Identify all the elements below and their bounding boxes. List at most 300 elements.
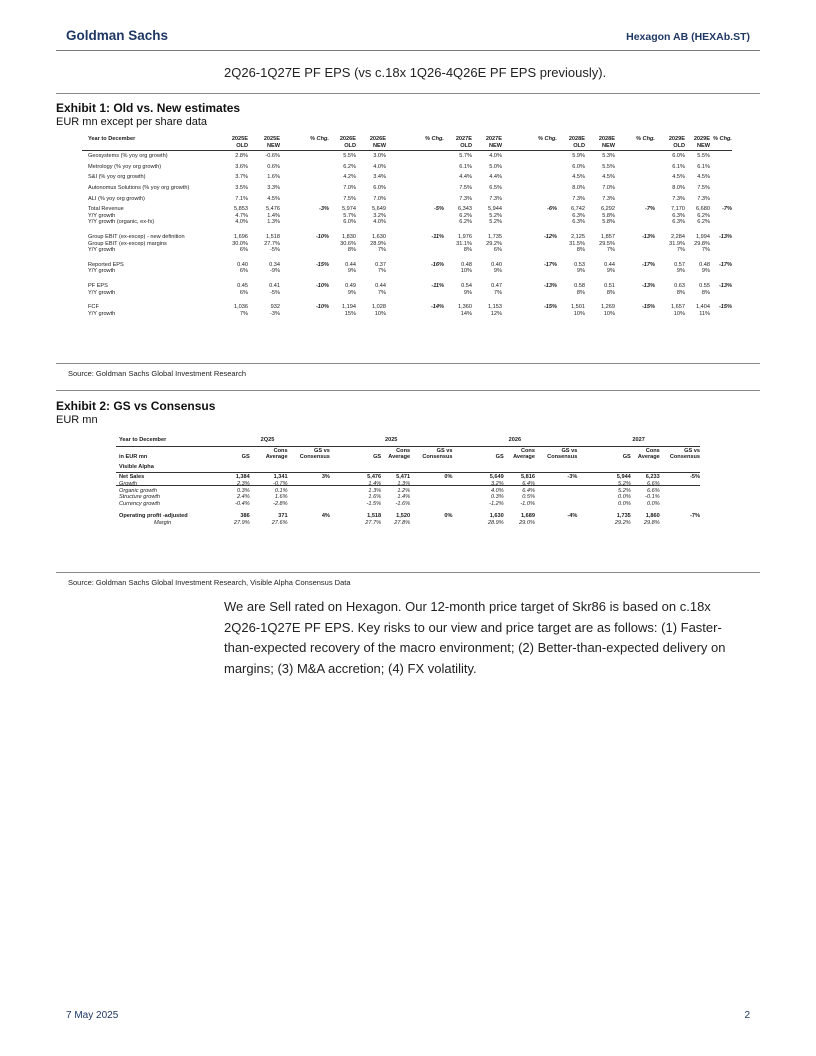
- row-label: PF EPS: [88, 282, 108, 289]
- row-label: Currency growth: [119, 500, 161, 507]
- value-cell: 30.0%: [232, 240, 248, 247]
- spacer-row: [82, 226, 732, 234]
- subhead-cell: GS: [495, 454, 504, 461]
- value-cell: 3.3%: [267, 184, 280, 191]
- value-cell: 7.5%: [343, 195, 356, 202]
- value-cell: 5.7%: [459, 153, 472, 160]
- value-cell: [710, 241, 732, 248]
- subhead-cell: Average: [265, 454, 288, 461]
- value-cell: -17%: [641, 261, 655, 268]
- value-cell: 3.7%: [235, 174, 248, 181]
- value-cell: 4.4%: [489, 174, 502, 181]
- value-cell: 0.0%: [618, 494, 631, 501]
- value-cell: 1.4%: [397, 494, 411, 501]
- exhibit2-top-rule: [56, 390, 760, 391]
- value-cell: 932: [270, 304, 280, 311]
- row-label: Organic growth: [119, 487, 157, 494]
- value-cell: 7.3%: [572, 195, 585, 202]
- value-cell: 8%: [606, 289, 615, 296]
- value-cell: 8%: [576, 247, 585, 254]
- value-cell: 7.0%: [343, 184, 356, 191]
- value-cell: [660, 501, 700, 508]
- value-cell: 0.0%: [618, 500, 631, 507]
- value-cell: 1,518: [367, 513, 382, 520]
- value-cell: 0.48: [461, 261, 472, 268]
- value-cell: 9%: [347, 268, 356, 275]
- value-cell: [615, 153, 655, 160]
- value-cell: 1,360: [458, 304, 472, 311]
- value-cell: 6,742: [571, 206, 585, 213]
- estimate-row: [82, 185, 732, 192]
- estimates-header-row: [82, 143, 732, 150]
- header-cell: 2026E: [339, 136, 356, 142]
- value-cell: 0.5%: [522, 494, 535, 501]
- value-cell: 7.1%: [235, 195, 248, 202]
- value-cell: 8.0%: [572, 184, 585, 191]
- header-divider: [56, 50, 760, 51]
- value-cell: 5,853: [234, 206, 248, 213]
- value-cell: [386, 219, 444, 226]
- value-cell: 10%: [603, 310, 615, 317]
- value-cell: 7%: [676, 247, 685, 254]
- value-cell: 5.7%: [343, 212, 356, 219]
- value-cell: 7.5%: [697, 184, 710, 191]
- value-cell: [615, 241, 655, 248]
- value-cell: [502, 164, 557, 171]
- value-cell: -5%: [690, 474, 700, 481]
- value-cell: 1.4%: [368, 480, 382, 487]
- value-cell: 3.5%: [235, 184, 248, 191]
- value-cell: 31.5%: [569, 240, 585, 247]
- exhibit2-period-rule: [116, 446, 700, 447]
- value-cell: 0.3%: [236, 487, 250, 494]
- footer-date: 7 May 2025: [66, 1010, 119, 1021]
- spacer-cell: [190, 268, 220, 275]
- period-row: [116, 437, 700, 444]
- value-cell: 27.8%: [394, 519, 411, 526]
- value-cell: 7.3%: [672, 195, 685, 202]
- value-cell: 5.3%: [602, 153, 615, 160]
- value-cell: 9%: [463, 289, 472, 296]
- header-cell: 2025E: [263, 136, 280, 142]
- value-cell: 6.2%: [459, 219, 472, 226]
- value-cell: 7.0%: [602, 184, 615, 191]
- value-cell: 10%: [460, 268, 472, 275]
- value-cell: [386, 213, 444, 220]
- subhead-cell: [330, 448, 381, 455]
- value-cell: [615, 311, 655, 318]
- value-cell: 6%: [239, 289, 248, 296]
- row-label: Margin: [154, 519, 172, 526]
- value-cell: [660, 494, 700, 501]
- value-cell: -11%: [431, 233, 444, 240]
- value-cell: [710, 174, 732, 181]
- row-label: Net Sales: [119, 474, 145, 481]
- row-label: S&I (% yoy org growth): [88, 174, 146, 181]
- exhibit1-source: Source: Goldman Sachs Global Investment Research: [68, 369, 247, 378]
- unit-label: [116, 448, 205, 455]
- header-cell: [386, 143, 444, 150]
- row-label: Metrology (% yoy org growth): [88, 163, 162, 170]
- spacer-cell: [82, 275, 190, 283]
- subhead-cell: Cons: [645, 447, 660, 454]
- subhead-row: [116, 448, 700, 455]
- value-cell: 4.7%: [235, 212, 248, 219]
- value-cell: 0.40: [237, 261, 248, 268]
- value-cell: 7.3%: [602, 195, 615, 202]
- spacer-cell: [82, 254, 190, 262]
- value-cell: 4.4%: [459, 174, 472, 181]
- value-cell: 8%: [701, 289, 710, 296]
- value-cell: 7%: [377, 247, 386, 254]
- value-cell: [280, 164, 329, 171]
- value-cell: 9%: [347, 289, 356, 296]
- row-label: Operating profit -adjusted: [119, 513, 188, 520]
- value-cell: -0.1%: [645, 494, 660, 501]
- value-cell: 9%: [493, 268, 502, 275]
- value-cell: 5.5%: [697, 153, 710, 160]
- row-label: Total Revenue: [88, 206, 124, 213]
- value-cell: [410, 488, 452, 495]
- value-cell: 1.4%: [267, 212, 280, 219]
- value-cell: 7.3%: [459, 195, 472, 202]
- value-cell: 6.6%: [647, 487, 660, 494]
- value-cell: [615, 219, 655, 226]
- value-cell: [386, 164, 444, 171]
- spacer-cell: [190, 206, 220, 213]
- value-cell: 4.5%: [697, 174, 710, 181]
- value-cell: 9%: [576, 268, 585, 275]
- visible-alpha-label: Visible Alpha: [119, 463, 154, 470]
- value-cell: 5.2%: [489, 219, 502, 226]
- value-cell: 3.2%: [491, 480, 504, 487]
- value-cell: 6%: [239, 247, 248, 254]
- subhead-cell: GS vs: [314, 447, 330, 454]
- value-cell: -1.0%: [520, 500, 535, 507]
- value-cell: 5,816: [520, 474, 535, 481]
- value-cell: 1,341: [273, 474, 288, 481]
- period-label: 2Q25: [260, 437, 275, 443]
- value-cell: 7.0%: [373, 195, 386, 202]
- consensus-row: [116, 513, 700, 520]
- exhibit2-title: Exhibit 2: GS vs Consensus: [56, 399, 216, 413]
- value-cell: 7%: [701, 247, 710, 254]
- subhead-cell: Cons: [396, 447, 411, 454]
- consensus-row: [116, 494, 700, 501]
- value-cell: 0.53: [574, 261, 585, 268]
- estimate-row: [82, 262, 732, 269]
- value-cell: [535, 501, 577, 508]
- consensus-row: [116, 474, 700, 481]
- value-cell: 6.0%: [572, 163, 585, 170]
- value-cell: -7%: [722, 206, 732, 213]
- spacer-cell: [190, 219, 220, 226]
- value-cell: 0.44: [375, 282, 386, 289]
- value-cell: 29.8%: [643, 519, 660, 526]
- value-cell: 0.54: [461, 282, 472, 289]
- header-cell: 2029E: [668, 136, 685, 142]
- value-cell: 29.2%: [486, 240, 502, 247]
- value-cell: [710, 268, 732, 275]
- estimate-row: [82, 311, 732, 318]
- header-cell: 2027E: [485, 136, 502, 142]
- value-cell: [386, 153, 444, 160]
- value-cell: 1.3%: [397, 480, 411, 487]
- period-label: 2026: [508, 437, 522, 443]
- value-cell: [502, 196, 557, 203]
- value-cell: -2.8%: [272, 500, 288, 507]
- value-cell: 6.2%: [697, 219, 710, 226]
- value-cell: 5,944: [488, 206, 502, 213]
- value-cell: 31.9%: [669, 240, 685, 247]
- value-cell: [710, 164, 732, 171]
- value-cell: 1,857: [601, 233, 615, 240]
- value-cell: 9%: [701, 268, 710, 275]
- value-cell: 5,944: [616, 474, 631, 481]
- value-cell: 6,343: [458, 206, 472, 213]
- value-cell: -5%: [270, 289, 280, 296]
- value-cell: 6.0%: [373, 184, 386, 191]
- value-cell: 1,860: [645, 513, 660, 520]
- value-cell: 0.47: [491, 282, 502, 289]
- row-label: Reported EPS: [88, 261, 124, 268]
- value-cell: [502, 247, 557, 254]
- value-cell: [535, 520, 577, 527]
- value-cell: -0.7%: [272, 480, 288, 487]
- spacer-cell: [190, 174, 220, 181]
- value-cell: 1,036: [234, 304, 248, 311]
- value-cell: [615, 185, 655, 192]
- value-cell: 12%: [490, 310, 502, 317]
- value-cell: [386, 290, 444, 297]
- value-cell: 4.0%: [491, 487, 504, 494]
- spacer-cell: [82, 226, 190, 234]
- estimate-row: [82, 213, 732, 220]
- exhibit2-source: Source: Goldman Sachs Global Investment Research, Visible Alpha Consensus Data: [68, 578, 351, 587]
- value-cell: 7.3%: [489, 195, 502, 202]
- consensus-row: [116, 520, 700, 527]
- value-cell: 6.3%: [572, 219, 585, 226]
- value-cell: 5.2%: [489, 212, 502, 219]
- value-cell: 1,520: [396, 513, 411, 520]
- value-cell: 3.0%: [373, 153, 386, 160]
- spacer-cell: [190, 196, 220, 203]
- value-cell: -0.4%: [235, 500, 250, 507]
- value-cell: 1,657: [671, 304, 685, 311]
- value-cell: 5,974: [342, 206, 356, 213]
- value-cell: [502, 185, 557, 192]
- value-cell: 0.37: [375, 261, 386, 268]
- subhead-cell: Consensus: [547, 454, 578, 461]
- value-cell: -3%: [319, 206, 329, 213]
- value-cell: 4.2%: [343, 174, 356, 181]
- consensus-row: [116, 488, 700, 495]
- estimate-row: [82, 196, 732, 203]
- value-cell: 8%: [576, 289, 585, 296]
- estimate-row: [82, 268, 732, 275]
- exhibit2-subtitle: EUR mn: [56, 414, 98, 426]
- value-cell: 7%: [377, 268, 386, 275]
- value-cell: 1,976: [458, 233, 472, 240]
- value-cell: 14%: [460, 310, 472, 317]
- value-cell: 7%: [493, 289, 502, 296]
- visible-alpha-row: [116, 464, 700, 471]
- value-cell: [502, 219, 557, 226]
- value-cell: 1.2%: [397, 487, 411, 494]
- value-cell: [280, 268, 329, 275]
- spacer-cell: [190, 283, 220, 290]
- value-cell: 0.1%: [274, 487, 288, 494]
- value-cell: -3%: [567, 474, 578, 481]
- value-cell: [660, 488, 700, 495]
- value-cell: 1,269: [601, 304, 615, 311]
- estimate-row: [82, 234, 732, 241]
- value-cell: 1,630: [489, 513, 504, 520]
- value-cell: 6.5%: [489, 184, 502, 191]
- exhibit2-va-rule: [116, 485, 700, 486]
- value-cell: 5.5%: [343, 153, 356, 160]
- value-cell: 28.9%: [370, 240, 386, 247]
- subhead-cell: Consensus: [669, 454, 700, 461]
- value-cell: [280, 219, 329, 226]
- row-label: ALI (% yoy org growth): [88, 195, 145, 202]
- value-cell: -13%: [718, 233, 732, 240]
- value-cell: 10%: [573, 310, 585, 317]
- subhead-cell: GS: [373, 454, 382, 461]
- spacer-cell: [190, 241, 220, 248]
- value-cell: 27.7%: [365, 519, 382, 526]
- spacer-row: [82, 296, 732, 304]
- value-cell: 6.4%: [522, 487, 535, 494]
- value-cell: 6,292: [601, 206, 615, 213]
- row-label: Y/Y growth: [88, 212, 116, 219]
- estimate-row: [82, 206, 732, 213]
- value-cell: 6.2%: [459, 212, 472, 219]
- value-cell: 9%: [676, 268, 685, 275]
- value-cell: 7.3%: [697, 195, 710, 202]
- value-cell: -4%: [567, 513, 578, 520]
- spacer-cell: [190, 164, 220, 171]
- row-label: FCF: [88, 304, 99, 311]
- header-cell: NEW: [601, 142, 615, 149]
- subhead-cell: GS vs: [436, 447, 453, 454]
- header-cell: NEW: [696, 142, 710, 149]
- row-label: Autonomus Solutions (% yoy org growth): [88, 184, 190, 191]
- header-cell: NEW: [266, 142, 280, 149]
- subhead-cell: Average: [637, 454, 660, 461]
- subhead-cell: Cons: [520, 447, 535, 454]
- value-cell: 6%: [239, 268, 248, 275]
- row-label: Group EBIT (ex-excep) margins: [88, 240, 167, 247]
- estimate-row: [82, 219, 732, 226]
- value-cell: [615, 290, 655, 297]
- row-label: Y/Y growth (organic, ex-fx): [88, 219, 155, 226]
- subhead-cell: Average: [513, 454, 535, 461]
- value-cell: [386, 311, 444, 318]
- value-cell: 386: [240, 513, 250, 520]
- value-cell: -7%: [690, 513, 700, 520]
- spacer-cell: [82, 296, 190, 304]
- value-cell: -15%: [718, 304, 732, 311]
- header-cell: [710, 143, 732, 150]
- value-cell: [710, 213, 732, 220]
- subhead-row: [116, 454, 700, 461]
- value-cell: 1,830: [342, 233, 356, 240]
- value-cell: 1,028: [372, 304, 386, 311]
- estimate-row: [82, 241, 732, 248]
- value-cell: [615, 164, 655, 171]
- value-cell: 7.5%: [459, 184, 472, 191]
- value-cell: [615, 268, 655, 275]
- value-cell: 3.2%: [373, 212, 386, 219]
- value-cell: 6.0%: [672, 153, 685, 160]
- subhead-cell: [453, 448, 504, 455]
- value-cell: [710, 311, 732, 318]
- value-cell: 1,696: [234, 233, 248, 240]
- value-cell: -16%: [430, 261, 444, 268]
- subhead-cell: Consensus: [299, 454, 330, 461]
- value-cell: 2.8%: [235, 153, 248, 160]
- header-cell: [615, 143, 655, 150]
- exhibit2-bottom-rule: [56, 572, 760, 573]
- lead-text: 2Q26-1Q27E PF EPS (vs c.18x 1Q26-4Q26E PF EPS previously).: [224, 65, 607, 80]
- value-cell: -14%: [430, 304, 444, 311]
- page-number: 2: [744, 1010, 750, 1021]
- value-cell: 1,384: [235, 474, 250, 481]
- value-cell: 5.0%: [489, 163, 502, 170]
- row-label: Y/Y growth: [88, 310, 116, 317]
- row-label: Y/Y growth: [88, 247, 116, 254]
- spacer-cell: [190, 304, 220, 311]
- subhead-cell: [205, 448, 250, 455]
- header-cell: OLD: [573, 142, 585, 149]
- header-cell: 2026E: [369, 136, 386, 142]
- unit-label: in EUR mn: [119, 454, 148, 461]
- value-cell: [410, 494, 452, 501]
- value-cell: [535, 494, 577, 501]
- spacer-cell: [190, 262, 220, 269]
- value-cell: 5,476: [266, 206, 280, 213]
- value-cell: 29.8%: [694, 240, 710, 247]
- value-cell: [710, 196, 732, 203]
- header-cell: OLD: [344, 142, 356, 149]
- value-cell: 0%: [444, 474, 453, 481]
- exhibit1-top-rule: [56, 93, 760, 94]
- value-cell: 1,518: [266, 233, 280, 240]
- value-cell: 6.4%: [522, 480, 535, 487]
- value-cell: 2.3%: [236, 480, 250, 487]
- value-cell: 0.6%: [267, 163, 280, 170]
- value-cell: 1.3%: [267, 219, 280, 226]
- estimate-row: [82, 164, 732, 171]
- value-cell: 6.3%: [672, 212, 685, 219]
- value-cell: 27.7%: [264, 240, 280, 247]
- spacer-row: [82, 275, 732, 283]
- header-cell: NEW: [372, 142, 386, 149]
- estimates-header-row: [82, 136, 732, 143]
- header-cell: 2027E: [455, 136, 472, 142]
- value-cell: 31.1%: [456, 240, 472, 247]
- value-cell: 29.0%: [519, 519, 535, 526]
- value-cell: 30.6%: [340, 240, 356, 247]
- value-cell: 6,680: [696, 206, 710, 213]
- value-cell: [288, 520, 330, 527]
- header-label: [82, 143, 190, 150]
- value-cell: 4%: [321, 513, 330, 520]
- value-cell: 29.2%: [614, 519, 631, 526]
- value-cell: [710, 290, 732, 297]
- estimate-row: [82, 247, 732, 254]
